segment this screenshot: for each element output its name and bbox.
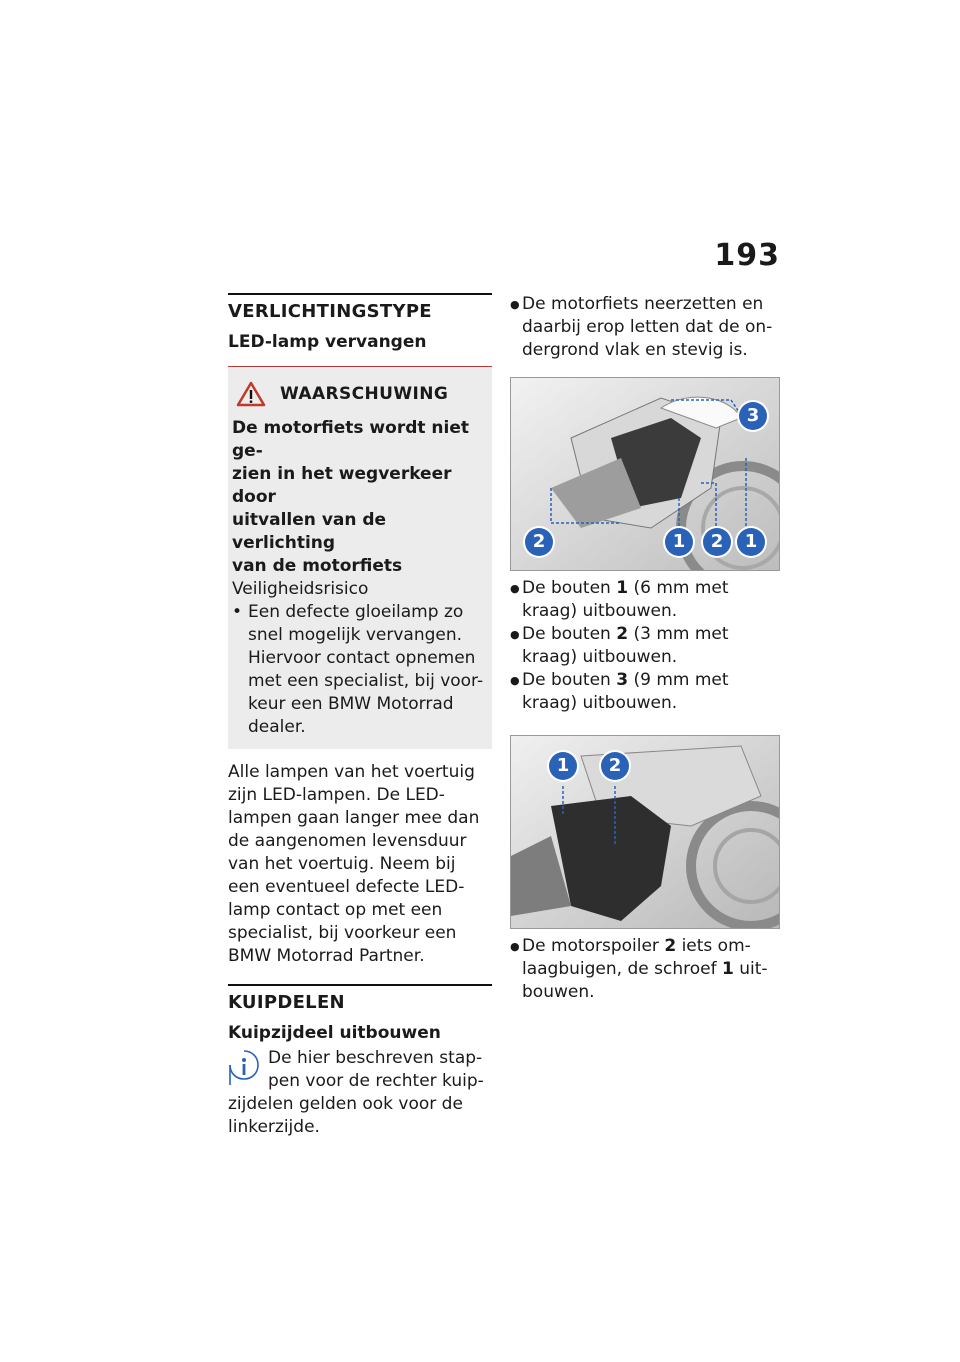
step-line: [522, 935, 782, 958]
step-callout-number: 3: [616, 670, 629, 690]
left-column: [228, 293, 492, 1139]
step-callout-number: 1: [616, 578, 629, 598]
callout-badge: 1: [737, 528, 765, 556]
step-line: daarbij erop letten dat de on-: [522, 317, 773, 337]
warning-risk: Veiligheidsrisico: [232, 579, 369, 599]
step-line: kraag) uitbouwen.: [522, 693, 678, 713]
step-text: uit-: [733, 959, 768, 979]
step-line: ● De motorfiets neerzetten en: [522, 294, 764, 314]
step-list-2: [510, 577, 782, 715]
figure-fairing-bolts: [510, 377, 780, 571]
step-item: [510, 669, 782, 715]
step-callout-number: 2: [664, 936, 677, 956]
paragraph-line: een eventueel defecte LED-: [228, 877, 465, 897]
warning-heading: WAARSCHUWING: [280, 384, 449, 404]
paragraph-line: Alle lampen van het voertuig: [228, 762, 475, 782]
figure-motor-spoiler: [510, 735, 780, 929]
paragraph-line: lampen gaan langer mee dan: [228, 808, 480, 828]
warning-box: [228, 367, 492, 749]
step-text: De bouten: [522, 578, 617, 598]
step-line: dergrond vlak en stevig is.: [522, 340, 748, 360]
step-text: (6 mm met: [628, 578, 729, 598]
right-column: [510, 293, 782, 1004]
step-text: iets om-: [676, 936, 751, 956]
callout-badge: 3: [739, 402, 767, 430]
section-divider: [228, 293, 492, 295]
led-paragraph: [228, 761, 492, 968]
warning-header: [232, 381, 486, 407]
callout-badge: 1: [549, 752, 577, 780]
step-text: De bouten: [522, 670, 617, 690]
warning-triangle-icon: [236, 381, 266, 407]
paragraph-line: van het voertuig. Neem bij: [228, 854, 456, 874]
step-line: bouwen.: [522, 982, 595, 1002]
info-line: zijdelen gelden ook voor de: [228, 1094, 463, 1114]
step-list-3: [510, 935, 782, 1004]
step-text: (3 mm met: [628, 624, 729, 644]
info-line: linkerzijde.: [228, 1117, 320, 1137]
callout-badge: 1: [665, 528, 693, 556]
section-title-fairing: KUIPDELEN: [228, 992, 345, 1013]
bullet-line: dealer.: [248, 717, 306, 737]
step-line: [522, 623, 782, 646]
step-item: [510, 293, 782, 362]
step-text: laagbuigen, de schroef: [522, 959, 722, 979]
warning-line: De motorfiets wordt niet ge-: [232, 418, 470, 461]
paragraph-line: specialist, bij voorkeur een: [228, 923, 457, 943]
callout-badge: 2: [525, 528, 553, 556]
bullet-line: • Een defecte gloeilamp zo: [248, 602, 464, 622]
paragraph-line: de aangenomen levensduur: [228, 831, 467, 851]
warning-bold-text: [232, 417, 486, 578]
step-item: [510, 935, 782, 1004]
paragraph-line: BMW Motorrad Partner.: [228, 946, 425, 966]
info-line: De hier beschreven stap-: [268, 1048, 483, 1068]
step-list-1: [510, 293, 782, 362]
step-line: [522, 669, 782, 692]
step-line: kraag) uitbouwen.: [522, 601, 678, 621]
bullet-line: met een specialist, bij voor-: [248, 671, 484, 691]
warning-line: uitvallen van de verlichting: [232, 510, 387, 553]
subsection-title-led: LED-lamp vervangen: [228, 332, 427, 352]
section-divider: [228, 984, 492, 986]
step-text: De motorspoiler: [522, 936, 665, 956]
subsection-title-side-panel: Kuipzijdeel uitbouwen: [228, 1023, 441, 1043]
bullet-line: snel mogelijk vervangen.: [248, 625, 463, 645]
info-line: pen voor de rechter kuip-: [268, 1071, 484, 1091]
callout-badge: 2: [601, 752, 629, 780]
info-note: [228, 1047, 492, 1139]
warning-bullets: [232, 601, 486, 739]
step-line: [522, 577, 782, 600]
warning-line: zien in het wegverkeer door: [232, 464, 452, 507]
step-text: De bouten: [522, 624, 617, 644]
page-number: 193: [714, 238, 780, 273]
step-line: [522, 958, 782, 981]
warning-line: van de motorfiets: [232, 556, 403, 576]
step-line: kraag) uitbouwen.: [522, 647, 678, 667]
step-callout-number: 1: [721, 959, 734, 979]
step-item: [510, 623, 782, 669]
warning-bullet: [232, 601, 486, 739]
section-title-lighting: VERLICHTINGSTYPE: [228, 301, 432, 322]
step-text: (9 mm met: [628, 670, 729, 690]
bullet-line: keur een BMW Motorrad: [248, 694, 454, 714]
info-icon: [228, 1049, 260, 1089]
paragraph-line: zijn LED-lampen. De LED-: [228, 785, 445, 805]
bullet-line: Hiervoor contact opnemen: [248, 648, 476, 668]
step-item: [510, 577, 782, 623]
step-callout-number: 2: [616, 624, 629, 644]
paragraph-line: lamp contact op met een: [228, 900, 443, 920]
callout-badge: 2: [703, 528, 731, 556]
